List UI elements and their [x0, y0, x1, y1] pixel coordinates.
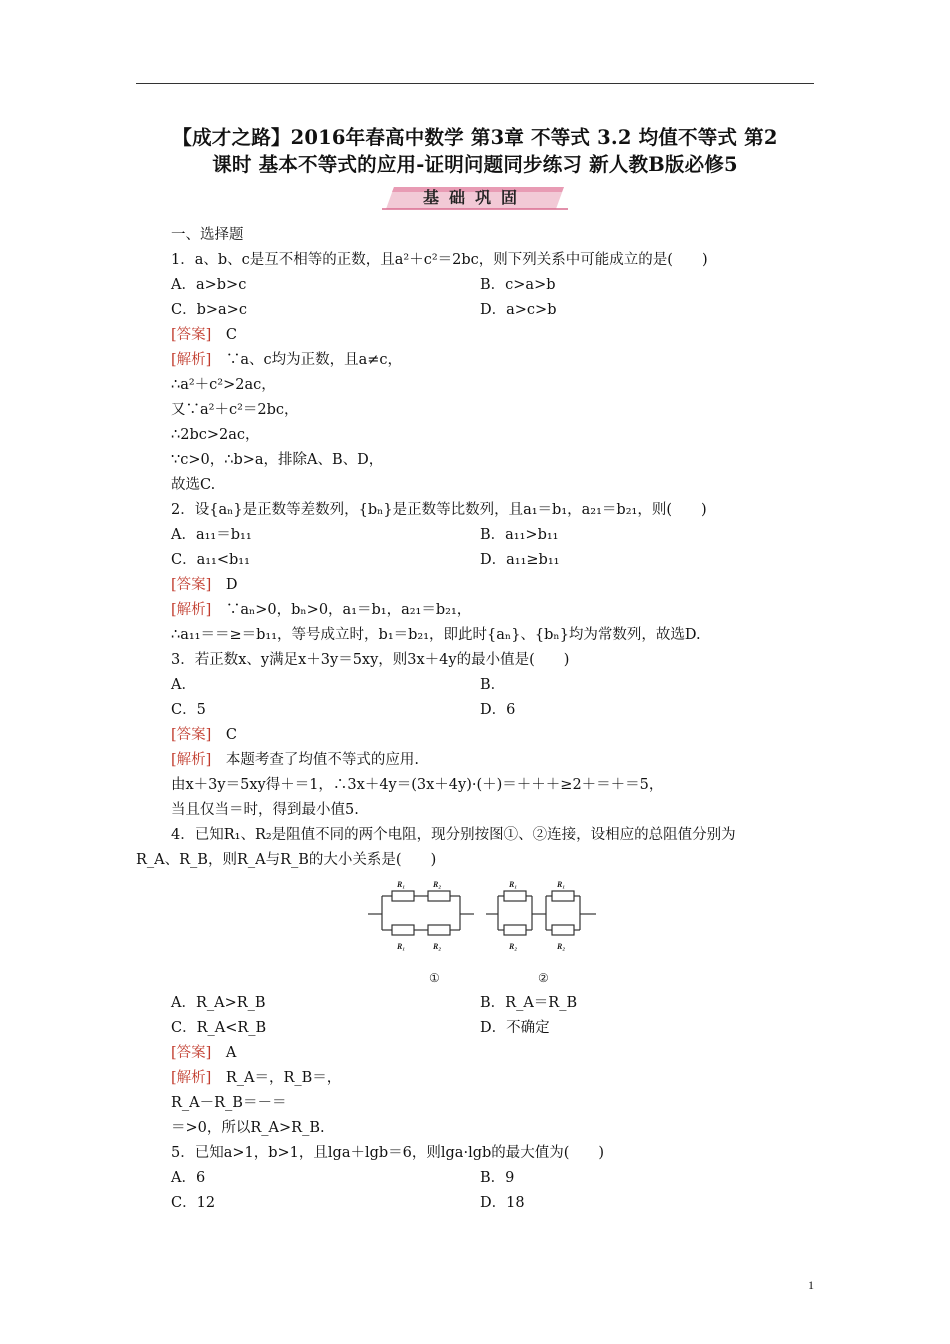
- banner-label: 基础巩固: [422, 188, 527, 207]
- fig2-caption: ②: [538, 971, 549, 985]
- text-line: [171, 401, 299, 419]
- line-text: B．: [480, 677, 506, 693]
- line-text: 1．a、b、c是互不相等的正数，且a²＋c²＝2bc，则下列关系中可能成立的是( ): [171, 252, 708, 268]
- line-text: D: [211, 577, 238, 593]
- line-text: C．a₁₁<b₁₁: [171, 552, 250, 568]
- text-line: [480, 1019, 550, 1037]
- text-line: [171, 826, 736, 844]
- fig2-label-b: R₁: [557, 880, 566, 889]
- text-line: [480, 1194, 525, 1212]
- line-text: ∵aₙ>0，bₙ>0，a₁＝b₁，a₂₁＝b₂₁，: [211, 602, 472, 618]
- line-text: C．R_A<R_B: [171, 1020, 267, 1036]
- text-line: [171, 1019, 266, 1037]
- text-line: [171, 701, 206, 719]
- text-line: [171, 1044, 236, 1062]
- fig2-label-a: R₁: [509, 880, 518, 889]
- text-line: [171, 801, 359, 819]
- text-line: [480, 676, 505, 694]
- line-text: C．5: [171, 702, 206, 718]
- line-text: D．不确定: [480, 1020, 550, 1036]
- title-line-2: 课时 基本不等式的应用-证明问题同步练习 新人教B版必修5: [212, 153, 738, 176]
- line-text: 故选C.: [171, 477, 216, 493]
- line-text: 5．已知a>1，b>1，且lga＋lgb＝6，则lga·lgb的最大值为( ): [171, 1145, 605, 1161]
- text-line: [171, 451, 383, 469]
- text-line: [480, 1169, 514, 1187]
- line-text: A: [211, 1045, 237, 1061]
- line-text: R_A、R_B，则R_A与R_B的大小关系是( ): [136, 852, 437, 868]
- line-text: ∴2bc>2ac，: [171, 427, 260, 443]
- fig1-label-a: R₁: [397, 880, 406, 889]
- text-line: [171, 776, 663, 794]
- text-line: [171, 426, 260, 444]
- text-line: [171, 676, 196, 694]
- line-text: 当且仅当＝时，得到最小值5.: [171, 802, 359, 818]
- text-line: [171, 251, 708, 269]
- line-text: C．b>a>c: [171, 302, 247, 318]
- line-text: C: [211, 327, 237, 343]
- text-line: [480, 276, 556, 294]
- line-text: B．a₁₁>b₁₁: [480, 527, 559, 543]
- section-banner: [380, 183, 570, 211]
- analysis-tag: [解析]: [171, 1070, 212, 1086]
- text-line: [171, 751, 419, 769]
- resistor-r2-top: [428, 891, 450, 901]
- text-line: [171, 726, 237, 744]
- line-text: 2．设{aₙ}是正数等差数列，{bₙ}是正数等比数列，且a₁＝b₁，a₂₁＝b₂₁，则( ): [171, 502, 707, 518]
- text-line: [171, 1194, 215, 1212]
- text-line: [171, 626, 701, 644]
- answer-tag: [答案]: [171, 1045, 212, 1061]
- line-text: A．6: [171, 1170, 206, 1186]
- fig1-label-c: R₁: [397, 942, 406, 951]
- text-line: [171, 994, 266, 1012]
- line-text: 4．已知R₁、R₂是阻值不同的两个电阻，现分别按图①、②连接，设相应的总阻值分别为: [171, 827, 736, 843]
- resistor-r1-top: [392, 891, 414, 901]
- line-text: ＝>0，所以R_A>R_B.: [171, 1120, 325, 1136]
- document-title: [130, 124, 820, 178]
- text-line: [171, 651, 569, 669]
- line-text: A．a>b>c: [171, 277, 247, 293]
- page-number: 1: [808, 1278, 814, 1292]
- answer-tag: [答案]: [171, 327, 212, 343]
- text-line: [171, 601, 471, 619]
- analysis-tag: [解析]: [171, 752, 212, 768]
- text-line: [171, 501, 707, 519]
- text-line: [480, 301, 556, 319]
- line-text: ∴a²＋c²>2ac，: [171, 377, 276, 393]
- line-text: 本题考查了均值不等式的应用.: [211, 752, 419, 768]
- line-text: R_A－R_B＝－＝: [171, 1095, 287, 1111]
- line-text: D．a₁₁≥b₁₁: [480, 552, 560, 568]
- text-line: [136, 851, 436, 869]
- text-line: [171, 1069, 341, 1087]
- answer-tag: [答案]: [171, 577, 212, 593]
- text-line: [171, 1144, 604, 1162]
- fig2-label-d: R₂: [557, 942, 566, 951]
- line-text: B．c>a>b: [480, 277, 556, 293]
- text-line: [480, 551, 559, 569]
- text-line: [171, 576, 237, 594]
- line-text: A．R_A>R_B: [171, 995, 266, 1011]
- line-text: D．6: [480, 702, 516, 718]
- text-line: [171, 301, 247, 319]
- line-text: A．: [171, 677, 196, 693]
- fig1-label-d: R₂: [433, 942, 442, 951]
- text-line: [171, 326, 237, 344]
- analysis-tag: [解析]: [171, 352, 212, 368]
- line-text: ∴a₁₁＝＝≥＝b₁₁，等号成立时，b₁＝b₂₁，即此时{aₙ}、{bₙ}均为常数列，故选D.: [171, 627, 701, 643]
- line-text: R_A＝，R_B＝，: [211, 1070, 342, 1086]
- text-line: [171, 226, 244, 244]
- resistor-r2-bottom: [428, 925, 450, 935]
- line-text: C．12: [171, 1195, 216, 1211]
- text-line: [171, 551, 250, 569]
- line-text: B．R_A＝R_B: [480, 995, 578, 1011]
- text-line: [171, 1094, 286, 1112]
- line-text: D．a>c>b: [480, 302, 557, 318]
- line-text: 3．若正数x、y满足x＋3y＝5xy，则3x＋4y的最小值是( ): [171, 652, 570, 668]
- line-text: D．18: [480, 1195, 525, 1211]
- fig1-caption: ①: [429, 971, 440, 985]
- answer-tag: [答案]: [171, 727, 212, 743]
- text-line: [480, 994, 577, 1012]
- line-text: ∵a、c均为正数，且a≠c，: [211, 352, 403, 368]
- resistor-circuit-figure: [368, 874, 616, 990]
- text-line: [171, 476, 215, 494]
- text-line: [171, 526, 252, 544]
- text-line: [171, 351, 402, 369]
- text-line: [171, 1169, 205, 1187]
- line-text: 由x＋3y＝5xy得＋＝1，∴3x＋4y＝(3x＋4y)·(＋)＝＋＋＋≥2＋＝＋＝5，: [171, 777, 664, 793]
- line-text: A．a₁₁＝b₁₁: [171, 527, 252, 543]
- line-text: B．9: [480, 1170, 515, 1186]
- fig2-label-c: R₂: [509, 942, 518, 951]
- line-text: C: [211, 727, 237, 743]
- line-text: ∵c>0，∴b>a，排除A、B、D，: [171, 452, 384, 468]
- text-line: [171, 1119, 325, 1137]
- top-rule: [136, 83, 814, 84]
- line-text: 又∵a²＋c²＝2bc，: [171, 402, 299, 418]
- analysis-tag: [解析]: [171, 602, 212, 618]
- title-line-1: 【成才之路】2016年春高中数学 第3章 不等式 3.2 均值不等式 第2: [172, 126, 778, 149]
- text-line: [480, 701, 515, 719]
- text-line: [480, 526, 558, 544]
- text-line: [171, 276, 246, 294]
- text-line: [171, 376, 276, 394]
- resistor-r1-bottom: [392, 925, 414, 935]
- line-text: 一、选择题: [171, 227, 244, 243]
- fig1-label-b: R₂: [433, 880, 442, 889]
